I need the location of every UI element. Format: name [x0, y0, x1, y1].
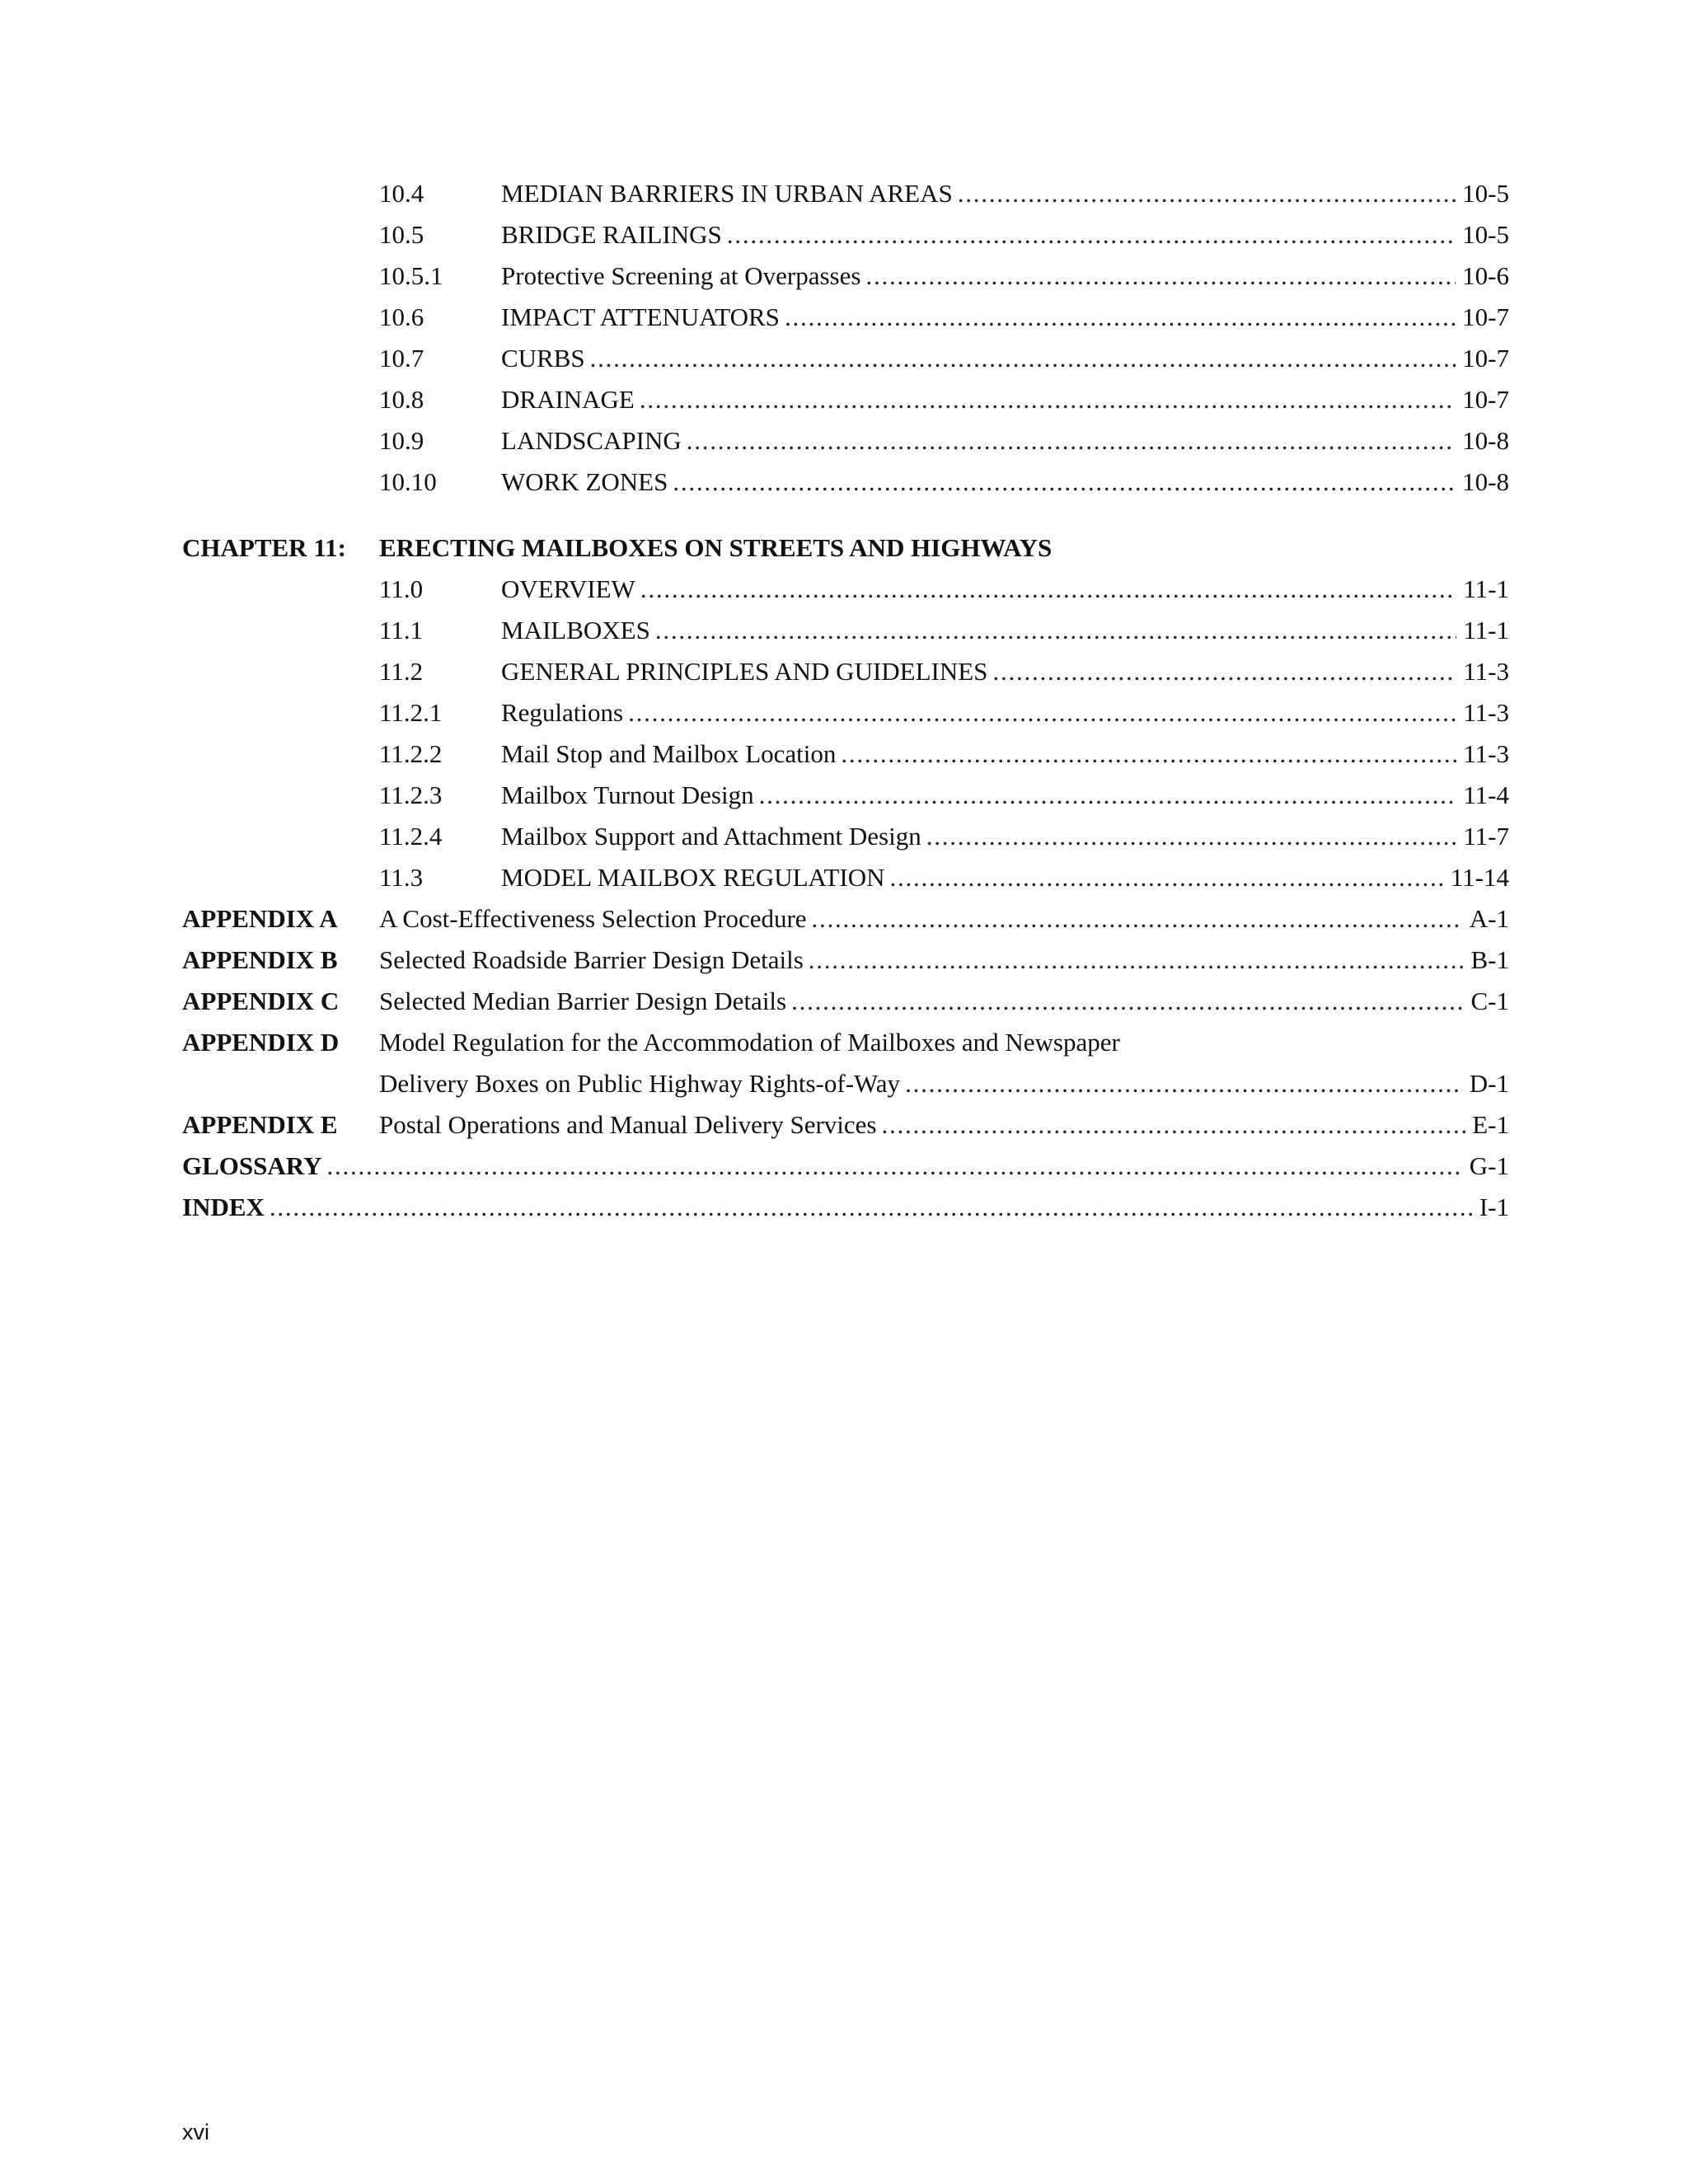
toc-leader [501, 857, 1509, 898]
chapter-title: ERECTING MAILBOXES ON STREETS AND HIGHWAYS [379, 533, 1053, 562]
toc-entry-11-3[interactable] [182, 857, 1509, 898]
toc-leader [501, 462, 1509, 503]
section-title: Regulations [501, 692, 628, 733]
table-of-contents [182, 173, 1509, 1228]
section-title: BRIDGE RAILINGS [501, 214, 727, 255]
section-title: GENERAL PRINCIPLES AND GUIDELINES [501, 651, 992, 692]
section-number: 11.0 [379, 574, 424, 603]
page-number: 11-3 [1456, 692, 1509, 733]
dot-leader [628, 692, 1456, 733]
dot-leader [812, 898, 1463, 940]
toc-leader [501, 173, 1509, 214]
dot-leader [958, 173, 1456, 214]
dot-leader [791, 981, 1464, 1022]
toc-leader [379, 898, 1509, 940]
page-number: C-1 [1465, 981, 1510, 1022]
page-number: 10-6 [1456, 255, 1509, 297]
dot-leader [655, 610, 1456, 651]
section-number: 11.3 [379, 863, 424, 892]
section-title: IMPACT ATTENUATORS [501, 297, 785, 338]
dot-leader [759, 775, 1457, 816]
glossary-label: GLOSSARY [182, 1146, 326, 1187]
section-number: 10.4 [379, 179, 424, 208]
section-title: Protective Screening at Overpasses [501, 255, 865, 297]
toc-leader [501, 816, 1509, 857]
section-number: 10.10 [379, 467, 437, 496]
page-number: 11-14 [1444, 857, 1509, 898]
dot-leader [673, 462, 1456, 503]
page-number: 10-8 [1456, 462, 1509, 503]
toc-leader [501, 733, 1509, 775]
dot-leader [727, 214, 1456, 255]
page-number: 10-7 [1456, 379, 1509, 420]
section-title: Mailbox Turnout Design [501, 775, 759, 816]
toc-entry-11-1[interactable] [182, 610, 1509, 651]
section-number: 11.2 [379, 657, 424, 686]
appendix-title: Selected Roadside Barrier Design Details [379, 940, 809, 981]
section-number: 10.5 [379, 220, 424, 249]
section-title: OVERVIEW [501, 569, 640, 610]
page-number: 10-5 [1456, 173, 1509, 214]
toc-leader [501, 420, 1509, 462]
toc-leader [379, 1063, 1509, 1104]
toc-chapter-11[interactable] [182, 527, 1509, 569]
toc-entry-10-5[interactable] [182, 214, 1509, 255]
section-title: DRAINAGE [501, 379, 640, 420]
appendix-label: APPENDIX B [182, 945, 338, 974]
dot-leader [640, 569, 1457, 610]
section-title: Mail Stop and Mailbox Location [501, 733, 841, 775]
toc-leader [182, 1146, 1509, 1187]
toc-appendix-a[interactable] [182, 898, 1509, 940]
page-number: D-1 [1463, 1063, 1509, 1104]
toc-entry-11-2-4[interactable] [182, 816, 1509, 857]
dot-leader [882, 1104, 1466, 1146]
toc-leader [182, 1187, 1509, 1228]
toc-appendix-b[interactable] [182, 940, 1509, 981]
chapter-label: CHAPTER 11: [182, 533, 346, 562]
toc-entry-11-2-3[interactable] [182, 775, 1509, 816]
page-number: G-1 [1463, 1146, 1509, 1187]
dot-leader [640, 379, 1456, 420]
spacer [182, 503, 1509, 527]
page-folio: xvi [182, 2120, 209, 2144]
page-number: 10-7 [1456, 297, 1509, 338]
section-number: 10.7 [379, 344, 424, 373]
page-number: 11-4 [1456, 775, 1509, 816]
appendix-label: APPENDIX C [182, 987, 340, 1015]
page-number: 11-1 [1456, 610, 1509, 651]
section-number: 11.2.2 [379, 739, 443, 768]
toc-appendix-d[interactable] [182, 1022, 1509, 1063]
section-number: 10.6 [379, 302, 424, 331]
toc-leader [501, 379, 1509, 420]
toc-leader [379, 940, 1509, 981]
page-number: 10-7 [1456, 338, 1509, 379]
section-number: 11.1 [379, 616, 424, 644]
toc-entry-11-0[interactable] [182, 569, 1509, 610]
dot-leader [785, 297, 1456, 338]
appendix-title: A Cost-Effectiveness Selection Procedure [379, 898, 812, 940]
page-number: I-1 [1473, 1187, 1509, 1228]
toc-entry-10-7[interactable] [182, 338, 1509, 379]
toc-leader [379, 1104, 1509, 1146]
page-number: 10-5 [1456, 214, 1509, 255]
toc-leader [501, 610, 1509, 651]
dot-leader [905, 1063, 1463, 1104]
toc-leader [501, 692, 1509, 733]
toc-appendix-c[interactable] [182, 981, 1509, 1022]
dot-leader [992, 651, 1456, 692]
section-number: 10.9 [379, 426, 424, 455]
appendix-title-line1: Model Regulation for the Accommodation of Mailboxes and Newspaper [379, 1028, 1120, 1057]
appendix-title-line2: Delivery Boxes on Public Highway Rights-of-Way [379, 1063, 905, 1104]
toc-entry-10-6[interactable] [182, 297, 1509, 338]
dot-leader [865, 255, 1456, 297]
page-number: 11-7 [1456, 816, 1509, 857]
dot-leader [687, 420, 1456, 462]
page-number: E-1 [1465, 1104, 1509, 1146]
toc-entry-10-8[interactable] [182, 379, 1509, 420]
dot-leader [326, 1146, 1462, 1187]
section-title: MEDIAN BARRIERS IN URBAN AREAS [501, 173, 958, 214]
appendix-label: APPENDIX E [182, 1110, 338, 1139]
toc-leader [501, 775, 1509, 816]
dot-leader [841, 733, 1456, 775]
section-title: Mailbox Support and Attachment Design [501, 816, 926, 857]
appendix-title: Postal Operations and Manual Delivery Services [379, 1104, 882, 1146]
toc-leader [501, 255, 1509, 297]
toc-appendix-d-continued[interactable] [182, 1063, 1509, 1104]
page-number: 11-1 [1456, 569, 1509, 610]
page-number: 10-8 [1456, 420, 1509, 462]
section-title: MAILBOXES [501, 610, 655, 651]
toc-leader [501, 651, 1509, 692]
appendix-title: Selected Median Barrier Design Details [379, 981, 791, 1022]
dot-leader [890, 857, 1444, 898]
index-label: INDEX [182, 1187, 270, 1228]
dot-leader [809, 940, 1465, 981]
toc-leader [501, 214, 1509, 255]
toc-leader [501, 569, 1509, 610]
toc-leader [501, 297, 1509, 338]
section-number: 11.2.3 [379, 780, 443, 809]
section-title: MODEL MAILBOX REGULATION [501, 857, 890, 898]
appendix-label: APPENDIX A [182, 904, 338, 933]
page-number: A-1 [1463, 898, 1509, 940]
section-number: 11.2.4 [379, 822, 443, 851]
toc-entry-11-2-1[interactable] [182, 692, 1509, 733]
section-title: WORK ZONES [501, 462, 673, 503]
toc-entry-10-9[interactable] [182, 420, 1509, 462]
dot-leader [926, 816, 1457, 857]
section-number: 11.2.1 [379, 698, 443, 727]
toc-entry-11-2[interactable] [182, 651, 1509, 692]
toc-entry-11-2-2[interactable] [182, 733, 1509, 775]
dot-leader [270, 1187, 1473, 1228]
section-title: CURBS [501, 338, 590, 379]
section-number: 10.8 [379, 385, 424, 414]
toc-index[interactable] [182, 1187, 1509, 1228]
toc-appendix-e[interactable] [182, 1104, 1509, 1146]
toc-entry-10-5-1[interactable] [182, 255, 1509, 297]
toc-entry-10-10[interactable] [182, 462, 1509, 503]
appendix-label: APPENDIX D [182, 1028, 340, 1057]
page-number: 11-3 [1456, 651, 1509, 692]
toc-glossary[interactable] [182, 1146, 1509, 1187]
dot-leader [590, 338, 1456, 379]
toc-leader [501, 338, 1509, 379]
section-title: LANDSCAPING [501, 420, 687, 462]
page-number: 11-3 [1456, 733, 1509, 775]
toc-entry-10-4[interactable] [182, 173, 1509, 214]
page-number: B-1 [1465, 940, 1510, 981]
section-number: 10.5.1 [379, 261, 443, 290]
toc-leader [379, 981, 1509, 1022]
